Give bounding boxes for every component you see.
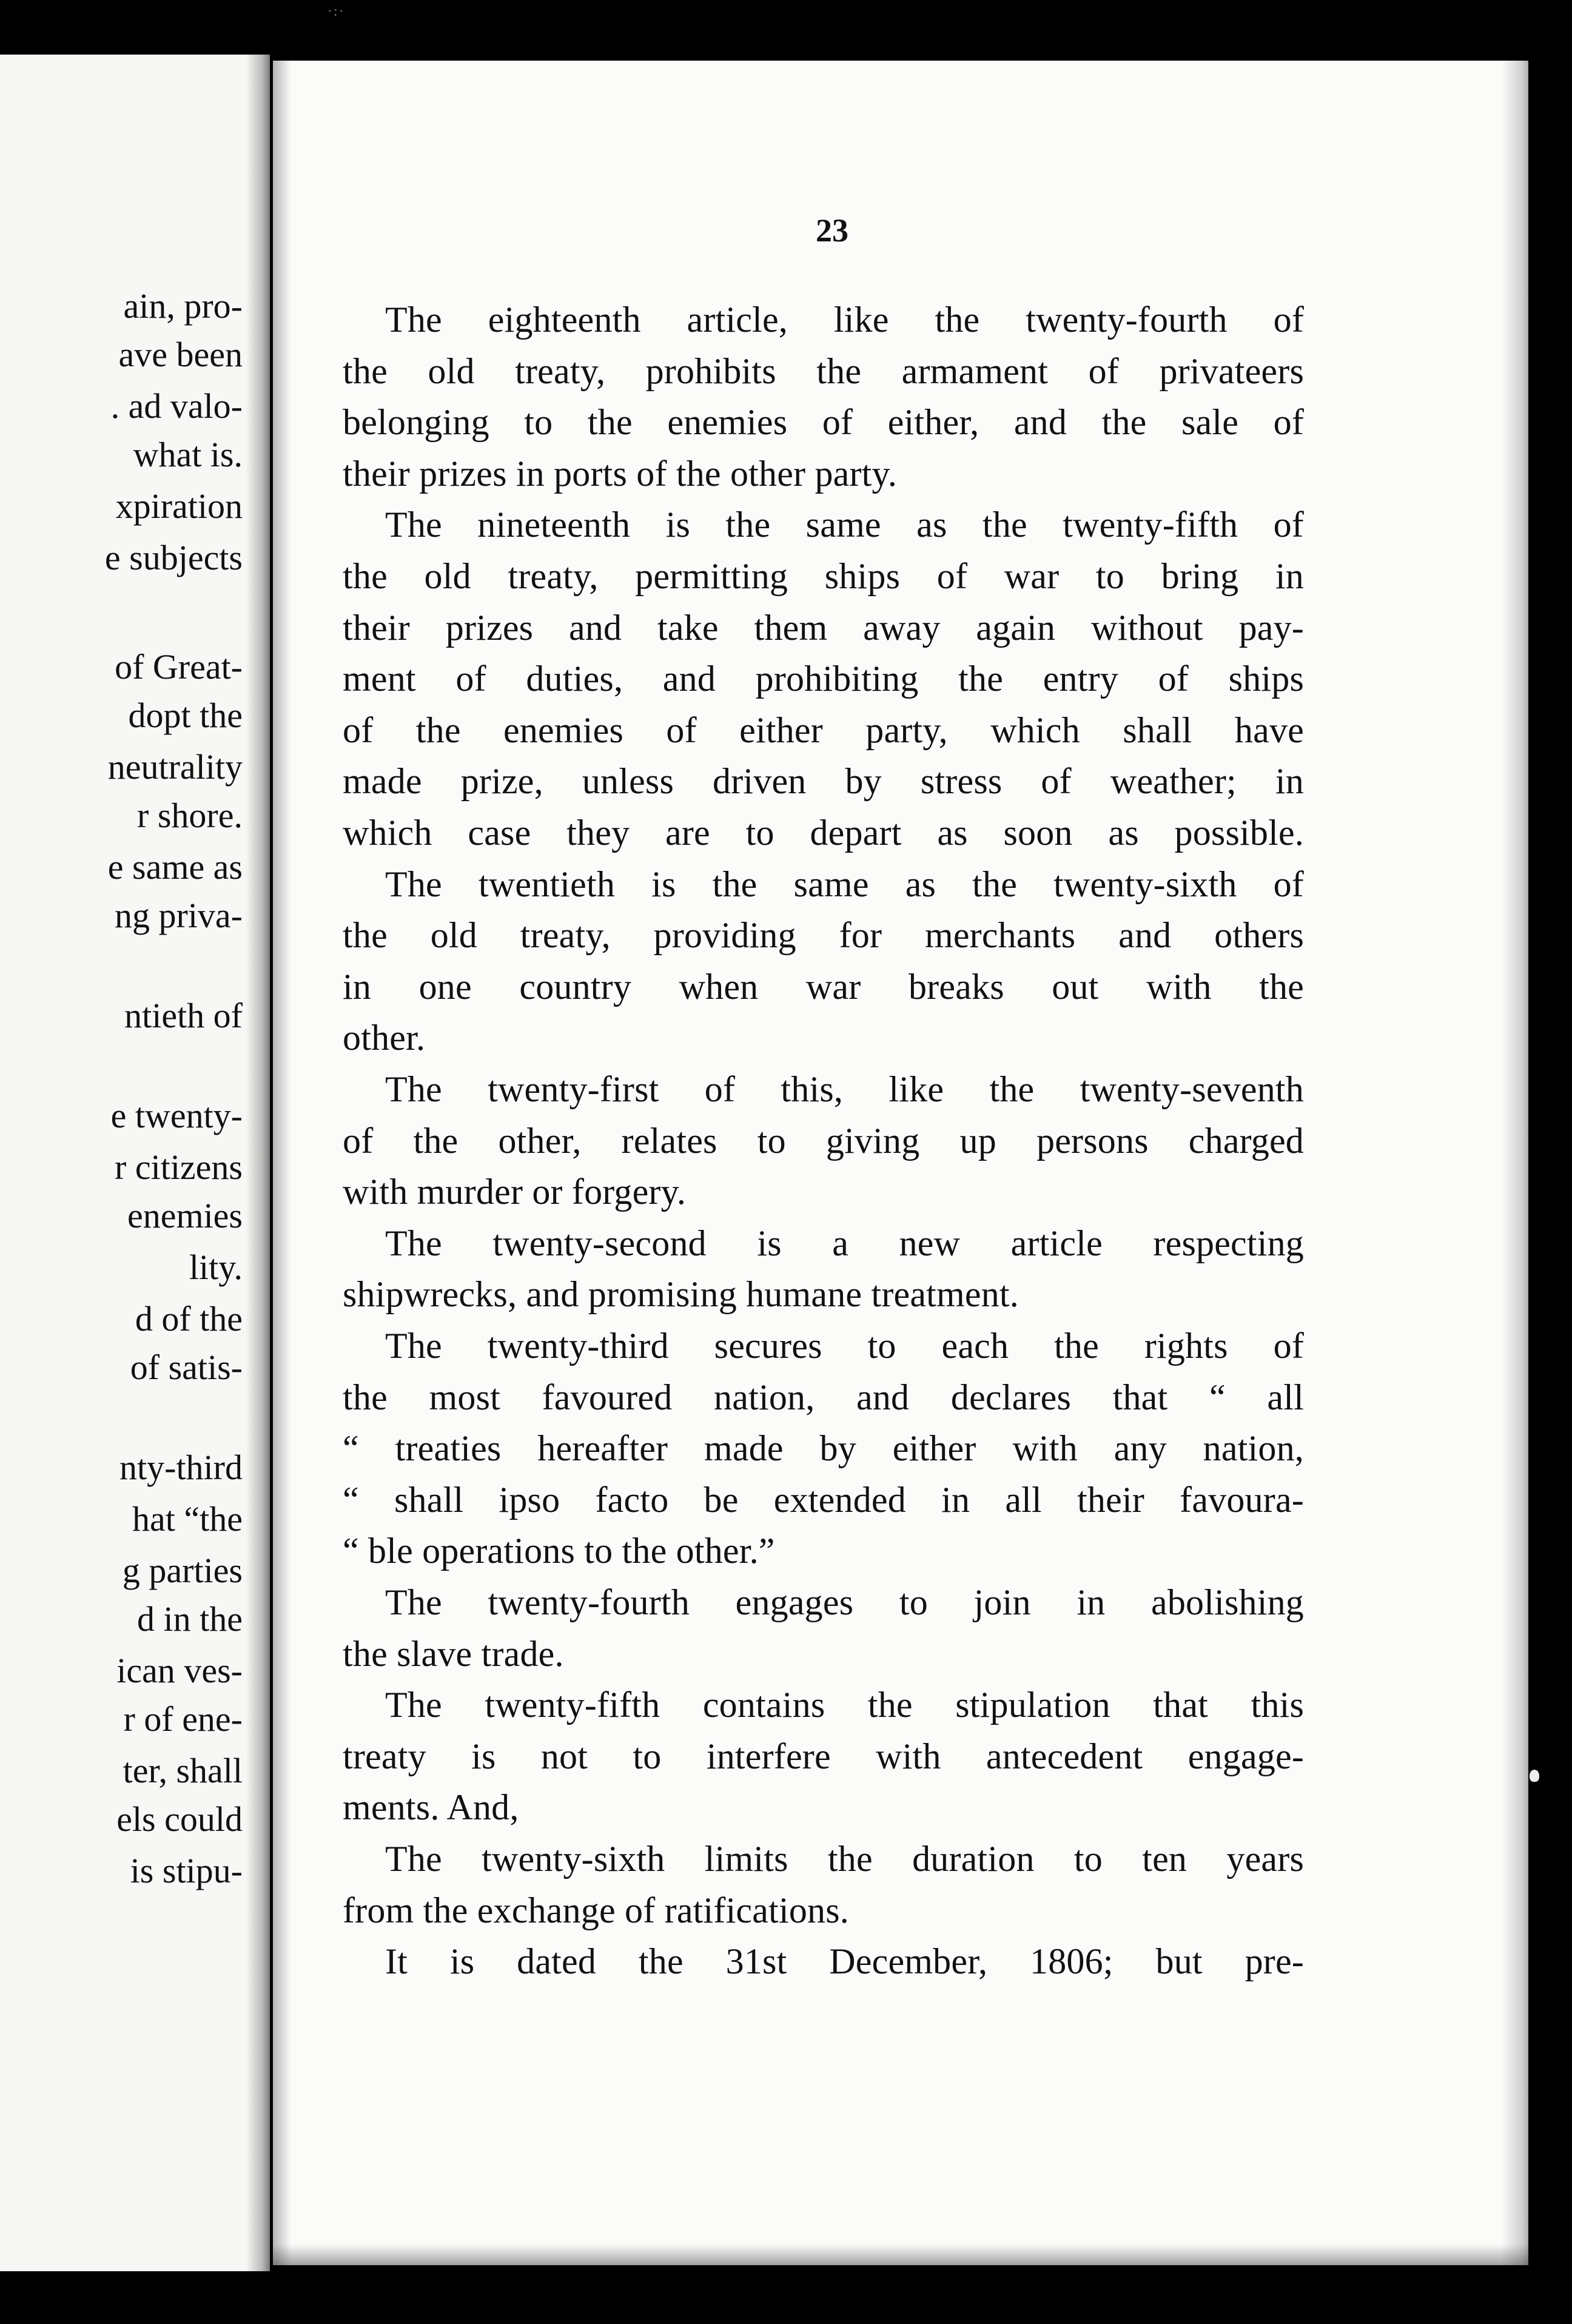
text-line: The twenty-sixth limits the duration to ten years xyxy=(385,1839,1304,1879)
text-line: The twenty-first of this, like the twenty-seventh xyxy=(385,1069,1304,1109)
text-line: ment of duties, and prohibiting the entry of ships xyxy=(343,659,1304,699)
left-page-line: e twenty- xyxy=(110,1096,243,1135)
text-line: in one country when war breaks out with the xyxy=(343,967,1304,1007)
text-line: The twenty-second is a new article respecting xyxy=(385,1223,1304,1263)
text-line: treaty is not to interfere with antecedent engage- xyxy=(343,1736,1304,1776)
scan-speck: ·:· xyxy=(328,4,345,19)
text-line: which case they are to depart as soon as possible. xyxy=(343,813,1304,853)
text-line: belonging to the enemies of either, and the sale of xyxy=(343,402,1304,442)
text-line: their prizes and take them away again without pay- xyxy=(343,608,1304,648)
text-line: their prizes in ports of the other party. xyxy=(343,454,898,494)
left-page-line: dopt the xyxy=(128,696,243,735)
text-line: from the exchange of ratifications. xyxy=(343,1890,849,1930)
left-page-line: of satis- xyxy=(130,1348,243,1387)
text-line: the old treaty, permitting ships of war to bring in xyxy=(343,556,1304,596)
text-line: “ ble operations to the other.” xyxy=(343,1531,775,1571)
text-line: the slave trade. xyxy=(343,1634,564,1674)
left-page-line: ican ves- xyxy=(116,1651,243,1690)
left-page-line: . ad valo- xyxy=(110,386,243,426)
left-page-line: lity. xyxy=(189,1248,243,1287)
right-page-gutter xyxy=(273,61,291,2265)
text-line: It is dated the 31st December, 1806; but pre- xyxy=(385,1941,1304,1981)
text-line: the old treaty, providing for merchants and others xyxy=(343,915,1304,955)
left-page-line: e subjects xyxy=(104,538,243,577)
text-line: “ treaties hereafter made by either with any nation, xyxy=(343,1428,1304,1468)
left-page-line: g parties xyxy=(122,1551,243,1590)
text-line: ments. And, xyxy=(343,1787,519,1827)
text-line: The twenty-fifth contains the stipulation that this xyxy=(385,1685,1304,1725)
text-line: shipwrecks, and promising humane treatment. xyxy=(343,1274,1019,1314)
left-page-line: xpiration xyxy=(115,486,243,526)
left-page-line: is stipu- xyxy=(130,1851,243,1890)
left-page-line: r shore. xyxy=(137,796,243,835)
left-page-line: nty-third xyxy=(119,1448,243,1487)
left-page-line: d in the xyxy=(137,1599,243,1639)
left-page-line: ng priva- xyxy=(115,896,243,935)
text-line: “ shall ipso facto be extended in all their favoura- xyxy=(343,1480,1304,1520)
text-line: the old treaty, prohibits the armament of privateers xyxy=(343,351,1304,391)
text-line: The twenty-third secures to each the rights of xyxy=(385,1326,1304,1366)
text-line: The eighteenth article, like the twenty-fourth of xyxy=(385,300,1304,340)
text-line: of the enemies of either party, which shall have xyxy=(343,710,1304,750)
text-line: of the other, relates to giving up persons charged xyxy=(343,1121,1304,1161)
left-page-line: r of ene- xyxy=(123,1699,243,1739)
left-page-line: ntieth of xyxy=(124,996,243,1035)
left-page-line: d of the xyxy=(135,1299,243,1338)
text-line: the most favoured nation, and declares that “ all xyxy=(343,1377,1304,1417)
left-page-line: enemies xyxy=(127,1196,243,1235)
page-number: 23 xyxy=(816,212,848,249)
bottom-page-edge xyxy=(273,2244,1540,2271)
text-line: other. xyxy=(343,1018,426,1058)
left-page-line: els could xyxy=(116,1799,243,1839)
left-page-line: ter, shall xyxy=(123,1751,243,1790)
book-gutter-shadow xyxy=(246,55,276,2271)
left-page-line: r citizens xyxy=(115,1147,243,1187)
text-line: with murder or forgery. xyxy=(343,1172,687,1212)
left-page-line: hat “the xyxy=(132,1499,243,1539)
text-line: made prize, unless driven by stress of weather; in xyxy=(343,761,1304,801)
left-page-text xyxy=(0,55,243,2271)
left-page-line: ain, pro- xyxy=(123,286,243,326)
left-page xyxy=(0,55,270,2271)
text-line: The nineteenth is the same as the twenty-fifth of xyxy=(385,505,1304,545)
left-page-line: neutrality xyxy=(107,747,243,787)
text-line: The twentieth is the same as the twenty-sixth of xyxy=(385,864,1304,904)
page-edge-mark xyxy=(1530,1770,1539,1782)
left-page-line: e same as xyxy=(107,847,243,887)
left-page-line: what is. xyxy=(133,435,243,474)
left-page-line: ave been xyxy=(118,335,243,374)
right-page-edge xyxy=(1501,61,1537,2265)
text-line: The twenty-fourth engages to join in abolishing xyxy=(385,1582,1304,1622)
left-page-line: of Great- xyxy=(115,647,243,687)
